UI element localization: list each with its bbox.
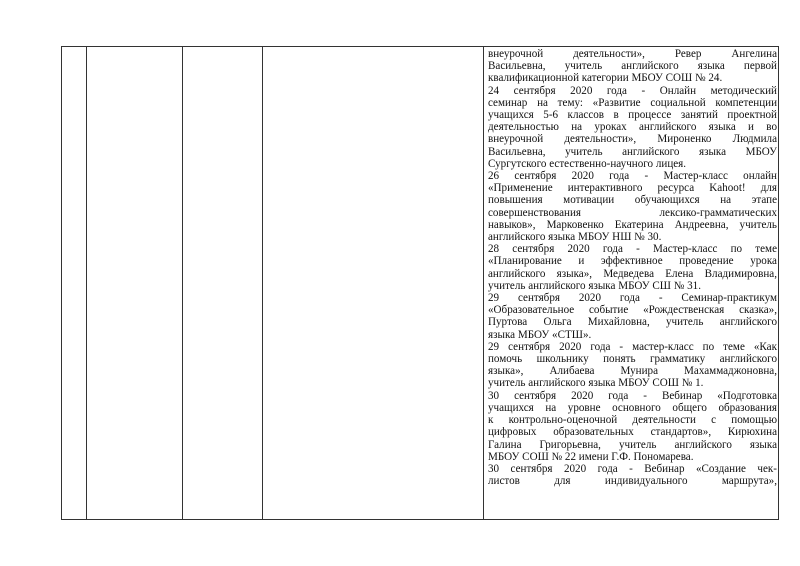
text-line: «Применение интерактивного ресурса Kahoot! для bbox=[488, 182, 777, 195]
text-line: внеурочной деятельности», Ревер Ангелина bbox=[488, 48, 777, 60]
text-line: «Образовательное событие «Рождественская сказка», bbox=[488, 304, 777, 317]
event-paragraph bbox=[488, 292, 777, 341]
text-line: учитель английского языка МБОУ СШ № 31. bbox=[488, 279, 701, 292]
text-line: 28 сентября 2020 года - Мастер-класс по теме bbox=[488, 243, 777, 256]
text-line: учащихся 5-6 классов в процессе занятий проектной bbox=[488, 109, 777, 122]
text-line: Пуртова Ольга Михайловна, учитель английского bbox=[488, 316, 777, 329]
text-line: 26 сентября 2020 года - Мастер-класс онлайн bbox=[488, 170, 777, 183]
column-divider-3 bbox=[262, 47, 263, 519]
text-line: Васильевна, учитель английского языка первой bbox=[488, 60, 777, 73]
text-line: 29 сентября 2020 года - мастер-класс по теме «Как bbox=[488, 340, 777, 353]
text-line: деятельностью на уроках английского языка и во bbox=[488, 121, 777, 134]
events-table bbox=[61, 46, 779, 520]
events-description-cell bbox=[488, 48, 777, 487]
text-line: МБОУ СОШ № 22 имени Г.Ф. Пономарева. bbox=[488, 450, 694, 463]
text-line: языка МБОУ «СТШ». bbox=[488, 328, 592, 341]
text-line: 30 сентября 2020 года - Вебинар «Создание чек- bbox=[488, 462, 777, 475]
column-divider-4 bbox=[483, 47, 484, 519]
text-line: повышения мотивации обучающихся на этапе bbox=[488, 194, 777, 207]
text-line: языка», Алибаева Мунира Махаммаджоновна, bbox=[488, 365, 777, 378]
text-line: квалификационной категории МБОУ СОШ № 24. bbox=[488, 72, 723, 85]
text-line: внеурочной деятельности», Мироненко Людмила bbox=[488, 133, 777, 146]
text-line: семинар на тему: «Развитие социальной компетенции bbox=[488, 96, 777, 109]
text-line: английского языка», Медведева Елена Владимировна, bbox=[488, 267, 777, 280]
event-paragraph bbox=[488, 463, 777, 487]
text-line: 29 сентября 2020 года - Семинар-практикум bbox=[488, 292, 777, 305]
text-line: Галина Григорьевна, учитель английского языка bbox=[488, 438, 777, 451]
event-paragraph bbox=[488, 243, 777, 292]
text-line: учащихся на уровне основного общего образования bbox=[488, 401, 777, 414]
text-line: помочь школьнику понять грамматику английского bbox=[488, 353, 777, 366]
text-line: к контрольно-оценочной деятельности с помощью bbox=[488, 414, 777, 427]
text-line: английского языка МБОУ НШ № 30. bbox=[488, 231, 662, 244]
event-paragraph bbox=[488, 341, 777, 390]
column-divider-2 bbox=[182, 47, 183, 519]
text-line: учитель английского языка МБОУ СОШ № 1. bbox=[488, 377, 704, 390]
text-line: листов для индивидуального маршрута», bbox=[488, 475, 777, 488]
text-line: 30 сентября 2020 года - Вебинар «Подготовка bbox=[488, 389, 777, 402]
event-paragraph bbox=[488, 170, 777, 243]
text-line: совершенствования лексико-грамматических bbox=[488, 206, 777, 219]
text-line: цифровых образовательных стандартов», Кирюхина bbox=[488, 426, 777, 439]
column-divider-1 bbox=[86, 47, 87, 519]
event-paragraph bbox=[488, 390, 777, 463]
event-paragraph bbox=[488, 48, 777, 85]
text-line: 24 сентября 2020 года - Онлайн методический bbox=[488, 84, 777, 97]
event-paragraph bbox=[488, 85, 777, 170]
text-line: Сургутского естественно-научного лицея. bbox=[488, 157, 687, 170]
text-line: Васильевна, учитель английского языка МБОУ bbox=[488, 145, 777, 158]
text-line: «Планирование и эффективное проведение урока bbox=[488, 255, 777, 268]
text-line: навыков», Марковенко Екатерина Андреевна, учитель bbox=[488, 218, 777, 231]
